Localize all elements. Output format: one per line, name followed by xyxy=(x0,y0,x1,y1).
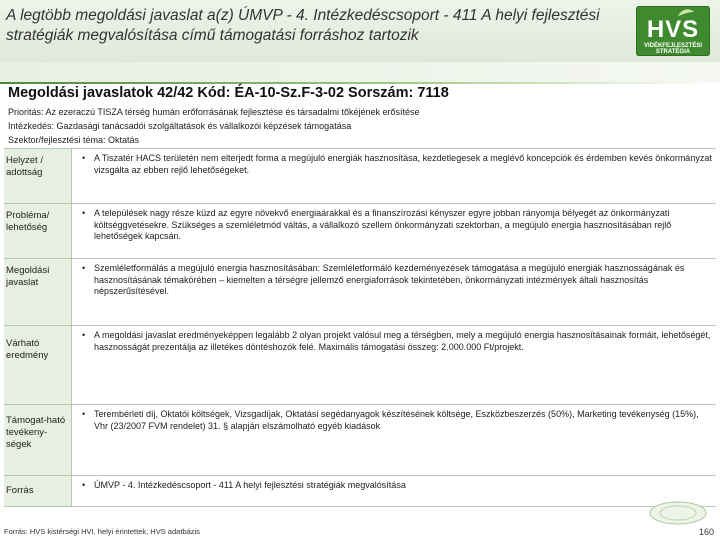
row-content xyxy=(82,263,712,298)
row-content xyxy=(82,480,712,492)
table-row xyxy=(4,325,716,404)
bullet: • xyxy=(82,409,86,419)
table-row xyxy=(4,258,716,325)
page-title: Megoldási javaslatok 42/42 Kód: ÉA-10-Sz.F-3-02 Sorszám: 7118 xyxy=(8,85,449,101)
row-text: A megoldási javaslat eredményeképpen legalább 2 olyan projekt valósul meg a térségben, mely a megújuló energia hasznosításainak formáit, lehetőségét, hasznosságát prezentálja az illetékes döntéshozók felé. Maximális támogatási összeg: 2.000.000 Ft/projekt. xyxy=(94,330,711,352)
meta-intezkedes: Intézkedés: Gazdasági tanácsadói szolgáltatások és vállalkozói képzések támogatása xyxy=(8,121,352,131)
logo-text: HVS xyxy=(646,16,700,43)
bullet: • xyxy=(82,208,86,218)
table-row xyxy=(4,475,716,507)
row-content xyxy=(82,153,712,176)
row-label: Megoldási javaslat xyxy=(4,259,72,325)
footer-source: Forrás: HVS kistérségi HVI, helyi érintettek, HVS adatbázis xyxy=(4,527,200,536)
bullet: • xyxy=(82,480,86,490)
bullet: • xyxy=(82,263,86,273)
header-band xyxy=(0,0,720,62)
page-number: 160 xyxy=(698,527,714,537)
logo-subtext: VIDÉKFEJLESZTÉSI STRATÉGIA xyxy=(643,43,702,55)
divider xyxy=(0,82,720,84)
watermark-seal-icon xyxy=(648,500,708,526)
row-content xyxy=(82,330,712,353)
header-title: A legtöbb megoldási javaslat a(z) ÚMVP - 4. Intézkedéscsoport - 411 A helyi fejlesztési stratégiák megvalósítása című támogatási forráshoz tartozik xyxy=(6,7,600,44)
meta-szektor: Szektor/fejlesztési téma: Oktatás xyxy=(8,135,140,145)
row-text: ÚMVP - 4. Intézkedéscsoport - 411 A helyi fejlesztési stratégiák megvalósítása xyxy=(94,480,406,490)
row-content xyxy=(82,409,712,432)
meta-prioritas: Prioritás: Az ezeraczú TISZA térség humán erőforrásának fejlesztése és társadalmi tőkéjének erősítése xyxy=(8,107,420,117)
row-label: Várható eredmény xyxy=(4,326,72,404)
table-row xyxy=(4,148,716,203)
row-label: Támogat-ható tevékeny-ségek xyxy=(4,405,72,475)
bullet: • xyxy=(82,330,86,340)
title-bar xyxy=(0,62,720,84)
hvs-logo xyxy=(636,6,710,56)
table-row xyxy=(4,404,716,475)
row-text: Terembérleti díj, Oktatói költségek, Vizsgadíjak, Oktatási segédanyagok készítésének költsége, Eszközbeszerzés (50%), Marketing tevékenység (15%), Vhr (23/2007 FVM rendelet) 31. § alapján elszámolható egyéb kiadások xyxy=(94,409,699,431)
table-row xyxy=(4,203,716,258)
row-label: Forrás xyxy=(4,476,72,506)
row-text: Szemléletformálás a megújuló energia hasznosításában: Szemléletformáló kezdeményezések támogatása a megújuló energiák hasznosságának és hasznosításának témakörében – kiemelten a térségre jellemző energiaforrások tekintetében, önkormányzati intézmények általi hasznosítás népszerűsítésével. xyxy=(94,263,685,296)
row-label: Probléma/ lehetőség xyxy=(4,204,72,258)
bullet: • xyxy=(82,153,86,163)
row-text: A települések nagy része küzd az egyre növekvő energiaárakkal és a finanszírozási kényszer egyre jobban rányomja bélyegét az önkormányzati költséggvetésekre. Szükséges a szemléletmód váltás, a vállalkozó szellem önkormányzati szektorban, a megújuló energia hasznosításában rejlő lehetőségek kapcsán. xyxy=(94,208,672,241)
row-text: A Tiszatér HACS területén nem elterjedt forma a megújuló energiák hasznosítása, kezdetlegesek a meglévő koncepciók és érdemben kevés önkormányzat vizsgálta az ebben rejlő lehetőségeket. xyxy=(94,153,712,175)
row-content xyxy=(82,208,712,243)
solution-table xyxy=(4,148,716,507)
row-label: Helyzet / adottság xyxy=(4,149,72,203)
